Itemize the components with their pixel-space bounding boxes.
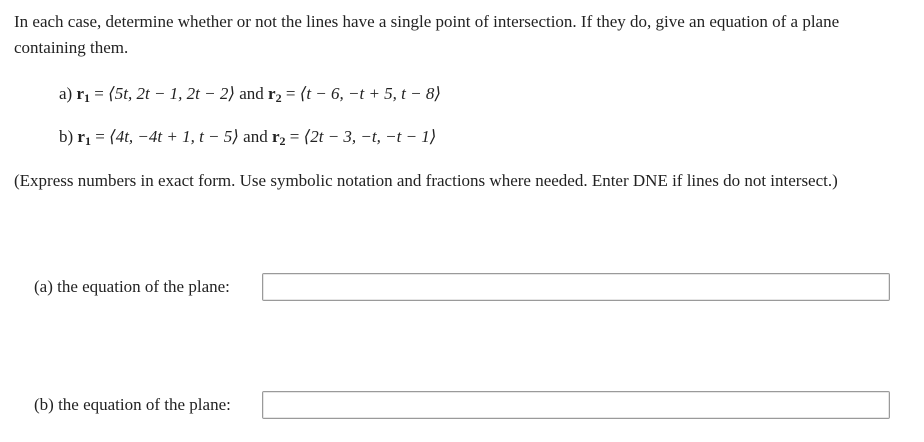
- answer-b-input[interactable]: [262, 391, 890, 419]
- answer-a-label: (a) the equation of the plane:: [34, 277, 230, 296]
- part-b-r1-expr: ⟨4t, −4t + 1, t − 5⟩: [109, 127, 239, 146]
- part-b-r1-sub: 1: [84, 134, 91, 148]
- part-a-equation: [59, 83, 441, 109]
- part-b-prefix: b): [59, 127, 74, 146]
- part-a-r1-sub: 1: [84, 91, 91, 105]
- part-a-r2-expr: ⟨t − 6, −t + 5, t − 8⟩: [299, 84, 442, 103]
- part-a-r1-name: r: [76, 84, 85, 103]
- part-b-r2-name: r: [271, 127, 280, 146]
- answer-a-input[interactable]: [262, 273, 890, 301]
- part-a-prefix: a): [59, 84, 73, 103]
- part-a-r2-name: r: [268, 84, 276, 103]
- part-a-and: and: [239, 84, 264, 103]
- part-b-equals-1: =: [95, 127, 105, 146]
- part-b-r2-sub: 2: [279, 134, 286, 148]
- instruction-text: (Express numbers in exact form. Use symbolic notation and fractions where needed. Enter DNE if lines do not intersect.): [14, 171, 838, 190]
- part-b-r2-expr: ⟨2t − 3, −t, −t − 1⟩: [303, 127, 437, 146]
- part-b-and: and: [243, 127, 268, 146]
- answer-b-label: (b) the equation of the plane:: [34, 395, 231, 414]
- part-b-equals-2: =: [289, 127, 300, 146]
- part-a-r2-sub: 2: [275, 91, 282, 105]
- part-b-r1-name: r: [77, 127, 85, 146]
- part-b-equation: [59, 126, 436, 152]
- part-a-equals-2: =: [285, 84, 296, 103]
- problem-intro: In each case, determine whether or not the lines have a single point of intersection. If they do, give an equation of a plane containing them.: [14, 12, 840, 57]
- part-a-r1-expr: ⟨5t, 2t − 1, 2t − 2⟩: [108, 84, 235, 103]
- part-a-equals-1: =: [94, 84, 104, 103]
